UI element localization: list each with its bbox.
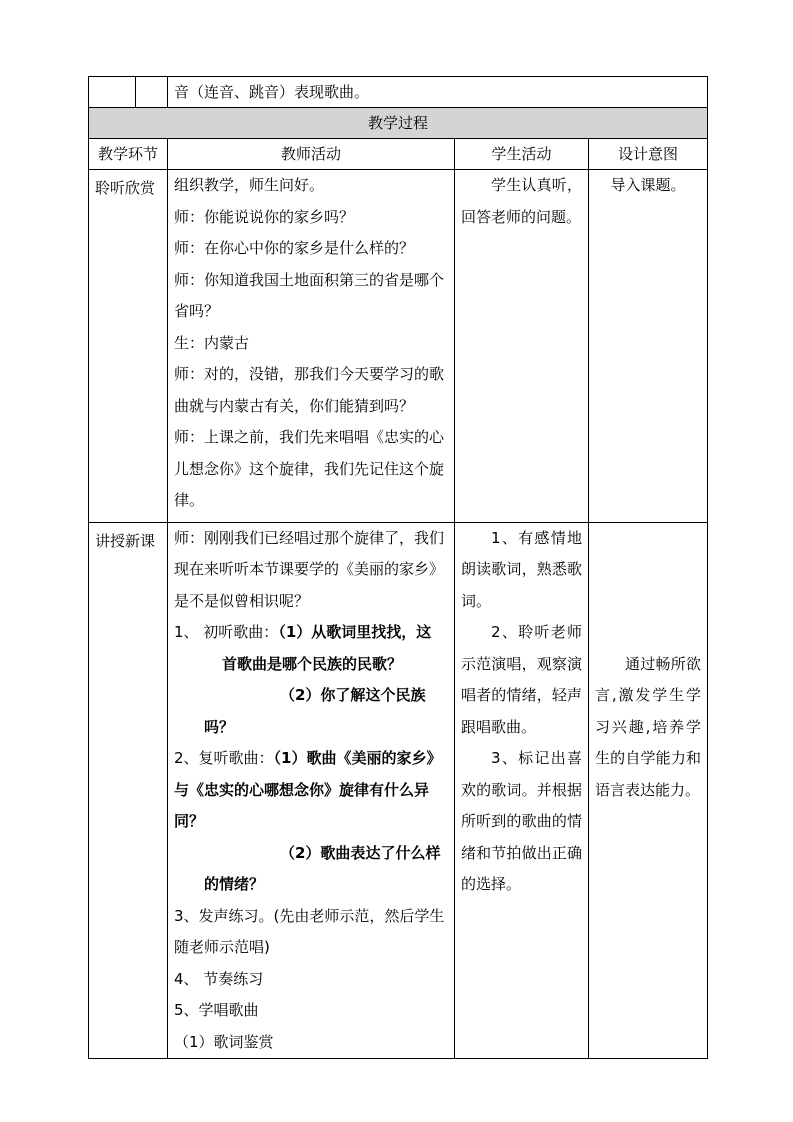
step-2 (174, 743, 448, 838)
col-header-stage: 教学环节 (89, 139, 168, 170)
teacher-line: 师：对的，没错，那我们今天要学习的歌曲就与内蒙古有关，你们能猜到吗？ (174, 365, 445, 415)
teacher-line: 师：你能说说你的家乡吗？ (174, 207, 355, 226)
teacher-line: 组织教学，师生问好。 (174, 176, 325, 194)
student-line: 3、标记出喜欢的歌词。并根据所听到的歌曲的情绪和节拍做出正确的选择。 (461, 749, 582, 893)
step-3: 3、发声练习。(先由老师示范，然后学生随老师示范唱) (174, 906, 445, 956)
step-2-question-2b: 的情绪？ (204, 875, 265, 893)
teacher-line: 生：内蒙古 (174, 333, 250, 352)
column-header-row (89, 139, 708, 170)
step-1-question-1a: （1）从歌词里找找，这 (278, 623, 432, 641)
design-intent-cell (589, 522, 708, 1059)
design-intent-text: 通过畅所欲言,激发学生学习兴趣,培养学生的自学能力和语言表达能力。 (595, 654, 702, 799)
student-line: 1、有感情地朗读歌词，熟悉歌词。 (461, 528, 582, 610)
step-4: 4、 节奏练习 (174, 969, 264, 988)
lesson-plan-table (88, 76, 708, 1059)
step-1-question-1b: 首歌曲是哪个民族的民歌？ (222, 654, 403, 673)
student-line: 学生认真听，回答老师的问题。 (461, 176, 582, 226)
step-1-question-2b: 吗？ (204, 717, 235, 736)
stage-cell: 聆听欣赏 (89, 170, 168, 523)
teacher-line: 师：上课之前，我们先来唱唱《忠实的心儿想念你》这个旋律，我们先记住这个旋律。 (174, 428, 445, 509)
step-5: 5、学唱歌曲 (174, 1001, 259, 1019)
teacher-activity-cell (168, 170, 455, 523)
step-1 (174, 617, 448, 649)
student-activity-cell (455, 170, 589, 523)
teacher-intro: 师：刚刚我们已经唱过那个旋律了，我们现在来听听本节课要学的《美丽的家乡》是不是似曾相识呢？ (174, 528, 445, 610)
design-intent-cell: 导入课题。 (589, 170, 708, 523)
col-header-design: 设计意图 (589, 139, 708, 170)
col-header-student: 学生活动 (455, 139, 589, 170)
stage-cell: 讲授新课 (89, 522, 168, 1059)
continuation-text: 音（连音、跳音）表现歌曲。 (168, 77, 708, 108)
process-header-row (89, 108, 708, 139)
table-row (89, 170, 708, 523)
teacher-line: 师：在你心中你的家乡是什么样的？ (174, 239, 415, 257)
step-2-question-1: （1）歌曲《美丽的家乡》与《忠实的心哪想念你》旋律有什么异同？ (174, 749, 442, 830)
col-header-teacher: 教师活动 (168, 139, 455, 170)
student-line: 2、聆听老师示范演唱，观察演唱者的情绪，轻声跟唱歌曲。 (461, 623, 582, 736)
table-row (89, 522, 708, 1059)
step-1-question-2a: （2）你了解这个民族 (280, 686, 426, 704)
teacher-activity-cell (168, 522, 455, 1059)
continuation-row (89, 77, 708, 108)
student-activity-cell (455, 522, 589, 1059)
continuation-blank-cell (89, 77, 168, 108)
process-header: 教学过程 (89, 108, 708, 139)
teacher-line: 师：你知道我国土地面积第三的省是哪个省吗？ (174, 270, 445, 320)
step-2-question-2a: （2）歌曲表达了什么样 (280, 843, 441, 862)
step-2-prefix: 2、复听歌曲： (174, 749, 274, 767)
step-5-1: （1）歌词鉴赏 (174, 1032, 274, 1051)
step-1-prefix: 1、 初听歌曲： (174, 623, 279, 641)
